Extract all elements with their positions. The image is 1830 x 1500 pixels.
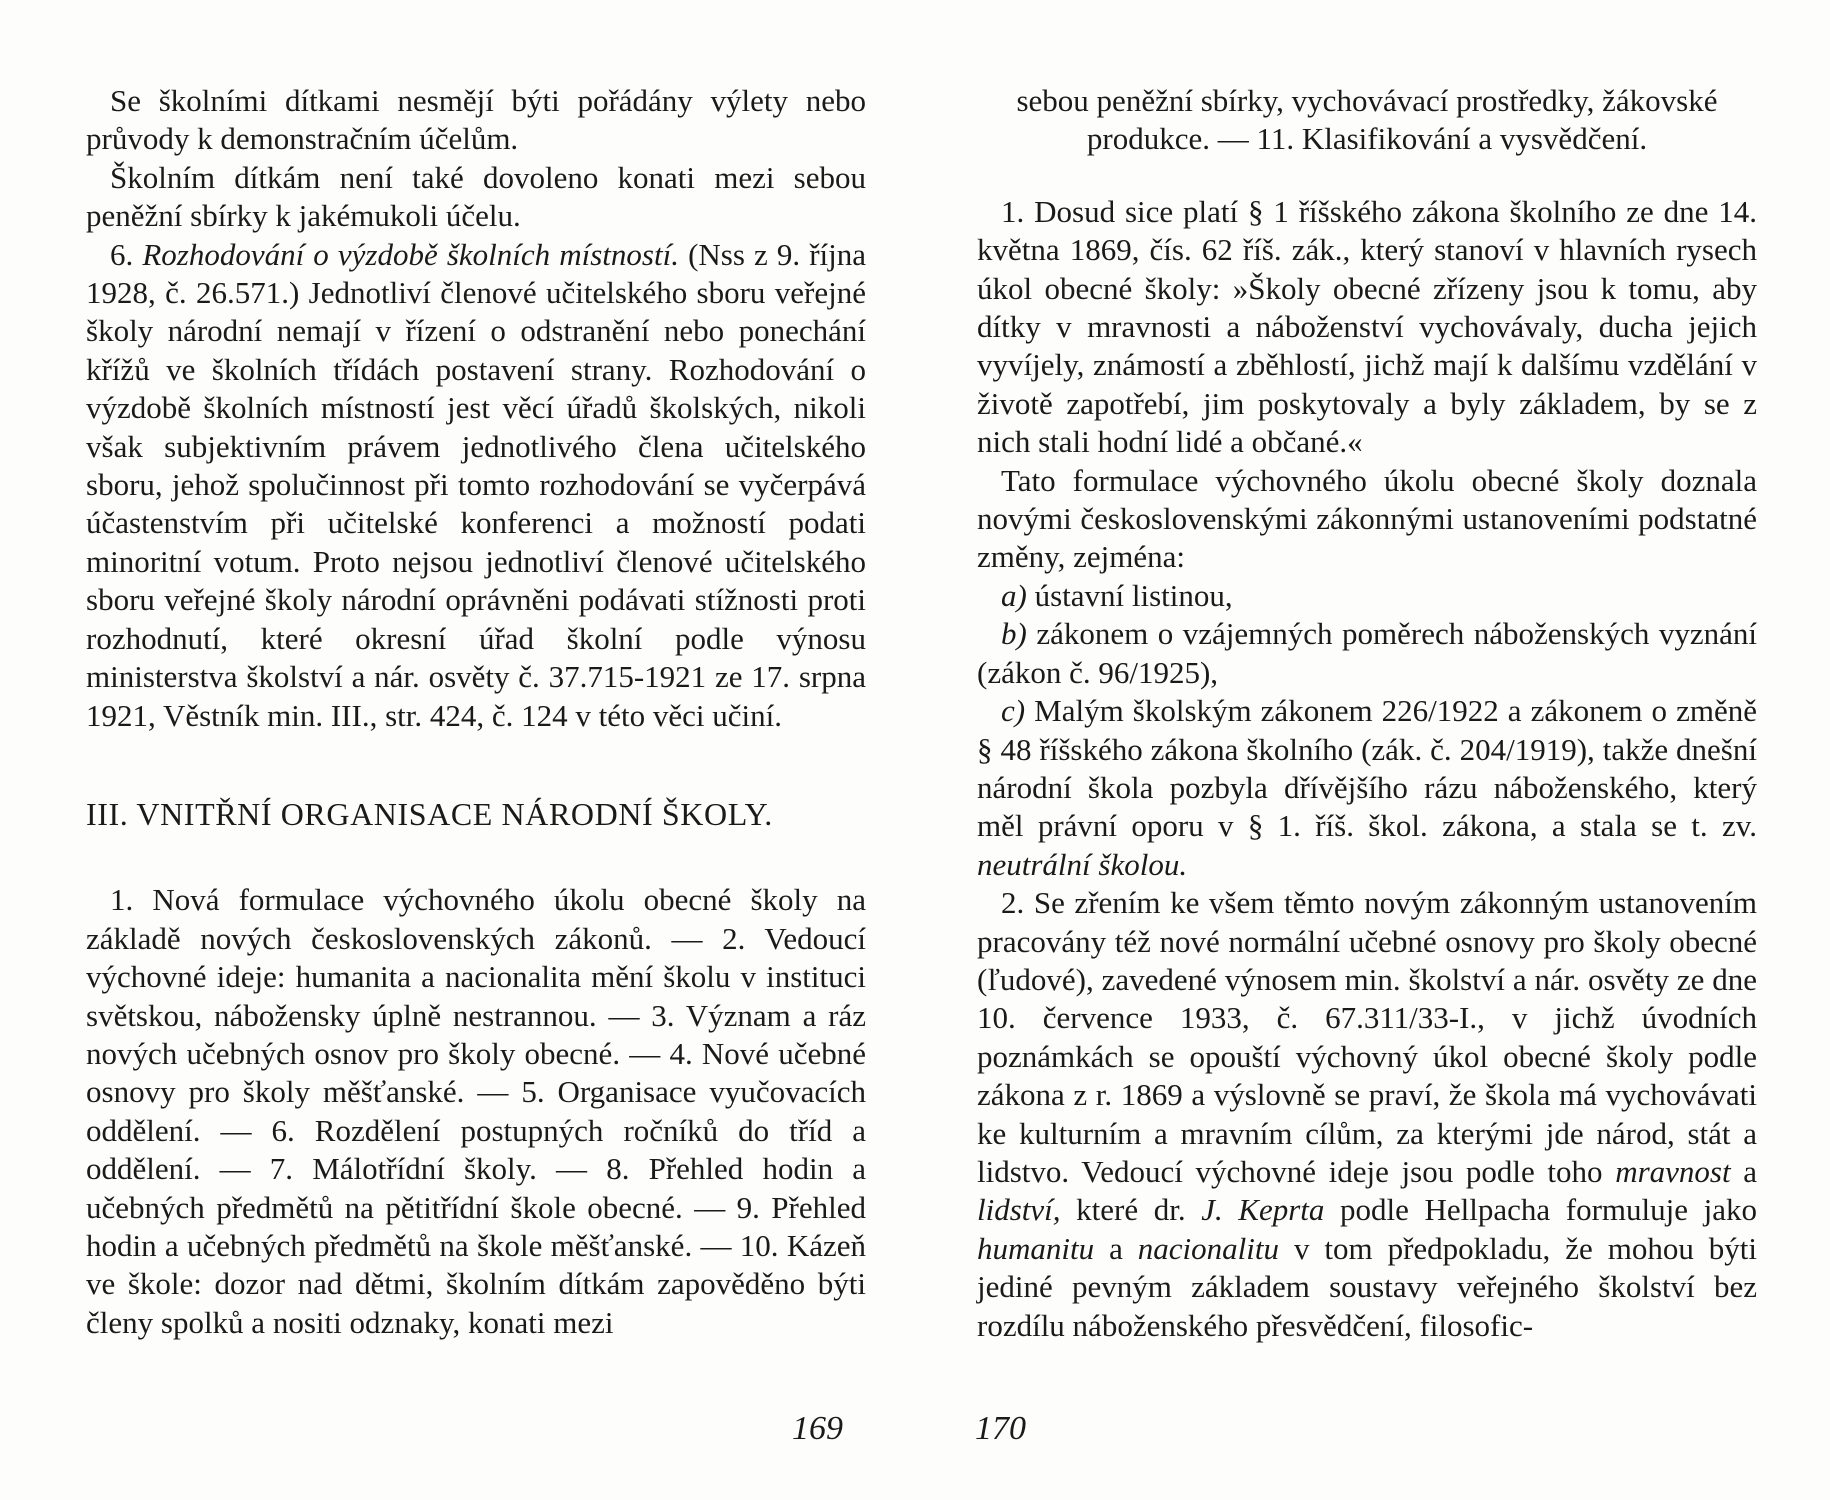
list-item-text: ústavní listinou, <box>1034 577 1233 613</box>
left-page <box>86 82 866 1342</box>
list-item <box>977 692 1757 884</box>
paragraph-text: a <box>1743 1153 1757 1189</box>
paragraph: 1. Dosud sice platí § 1 říšského zákona školního ze dne 14. května 1869, čís. 62 říš. zák., který stanoví v hlavních rysech úkol obecné školy: »Školy obecné zřízeny jsou k tomu, aby dítky v mravnosti a náboženství vychovávaly, ducha jejich vyvíjely, známostí a zběhlostí, jichž mají k dalšímu vzdělání v životě zapotřebí, jim poskytovaly a byly základem, by se z nich stali hodní lidé a občané.« <box>977 193 1757 460</box>
list-item-text: Malým školským zákonem 226/1922 a zákonem o změně § 48 říšského zákona školního (zák. č. 204/1919), takže dnešní národní škola pozbyla dřívějšího rázu náboženského, který měl právní oporu v § 1. říš. škol. zákona, a stala se t. zv. <box>977 693 1757 844</box>
right-page <box>977 82 1757 1345</box>
chapter-heading: III. VNITŘNÍ ORGANISACE NÁRODNÍ ŠKOLY. <box>86 795 773 832</box>
emphasis: J. Keprta <box>1201 1192 1325 1228</box>
paragraph: Tato formulace výchovného úkolu obecné školy doznala novými československými zákonnými ustanoveními podstatné změny, zejména: <box>977 462 1757 575</box>
list-item-label: b) <box>1001 616 1027 652</box>
paragraph-text: 2. Se zřením ke všem těmto novým zákonným ustanovením pracovány též nové normální učebné osnovy pro školy obecné (ľudové), zavedené výnosem min. školství a nár. osvěty ze dne 10. července 1933, č. 67.311/33-I., v jichž úvodních poznámkách se opouští výchovný úkol obecné školy podle zákona z r. 1869 a výslovně se praví, že škola má vychovávati ke kulturním a mravním cílům, za kterými jde národ, stát a lidstvo. Vedoucí výchovné ideje jsou podle toho <box>977 885 1757 1189</box>
paragraph <box>86 236 866 735</box>
list-item-label: c) <box>1001 693 1026 729</box>
chapter-summary-continued: sebou peněžní sbírky, vychovávací prostředky, žákovské produkce. — 11. Klasifikování a vysvědčení. <box>1016 83 1718 157</box>
emphasis: humanitu <box>977 1230 1095 1266</box>
list-item-text: zákonem o vzájemných poměrech náboženských vyznání (zákon č. 96/1925), <box>977 616 1757 690</box>
emphasis: lidství, <box>977 1192 1061 1228</box>
paragraph: Školním dítkám není také dovoleno konati mezi sebou peněžní sbírky k jakémukoli účelu. <box>86 159 866 234</box>
section-text: (Nss z 9. října 1928, č. 26.571.) Jednotliví členové učitelského sboru veřejné školy národní nemají v řízení o odstranění nebo ponechání křížů ve školních třídách postavení strany. Rozhodování o výzdobě školních místností jest věcí úřadů školských, nikoli však subjektivním právem jednotlivého člena učitelského sboru, jehož spolučinnost při tomto rozhodování se vyčerpává účastenstvím při učitelské konferenci a možností podati minoritní votum. Proto nejsou jednotliví členové učitelského sboru veřejné školy národní oprávněni podávati stížnosti proti rozhodnutí, které okresní úřad školní podle výnosu ministerstva školství a nár. osvěty č. 37.715-1921 ze 17. srpna 1921, Věstník min. III., str. 424, č. 124 v této věci učiní. <box>86 236 866 733</box>
paragraph-text: a <box>1109 1230 1123 1266</box>
emphasis: mravnost <box>1615 1153 1731 1189</box>
emphasis: neutrální školou. <box>977 846 1188 882</box>
paragraph-text: v tom předpokladu, že mohou býti jediné pevným základem soustavy veřejného školství bez rozdílu náboženského přesvědčení, filosofic- <box>977 1230 1758 1343</box>
section-number: 6. <box>110 236 134 272</box>
paragraph <box>977 884 1757 1345</box>
paragraph-text: podle Hellpacha formuluje jako <box>1340 1192 1757 1228</box>
section-title: Rozhodování o výzdobě školních místností. <box>142 236 679 272</box>
emphasis: nacionalitu <box>1137 1230 1280 1266</box>
paragraph-text: které dr. <box>1076 1192 1186 1228</box>
list-item <box>977 615 1757 692</box>
chapter-summary: 1. Nová formulace výchovného úkolu obecné školy na základě nových československých zákonů. — 2. Vedoucí výchovné ideje: humanita a nacionalita mění školu v instituci světskou, nábožensky úplně nestrannou. — 3. Význam a ráz nových učebných osnov pro školy obecné. — 4. Nové učebné osnovy pro školy měšťanské. — 5. Organisace vyučovacích oddělení. — 6. Rozdělení postupných ročníků do tříd a oddělení. — 7. Málotřídní školy. — 8. Přehled hodin a učebných předmětů na pětitřídní škole obecné. — 9. Přehled hodin a učebných předmětů na škole měšťanské. — 10. Kázeň ve škole: dozor nad dětmi, školním dítkám zapověděno býti členy spolků a nositi odznaky, konati mezi <box>86 882 866 1340</box>
page-number: 170 <box>975 1410 1026 1447</box>
page-number: 169 <box>792 1410 843 1447</box>
paragraph: Se školními dítkami nesmějí býti pořádány výlety nebo průvody k demonstračním účelům. <box>86 83 866 157</box>
list-item-label: a) <box>1001 577 1027 613</box>
list-item <box>977 577 1757 615</box>
